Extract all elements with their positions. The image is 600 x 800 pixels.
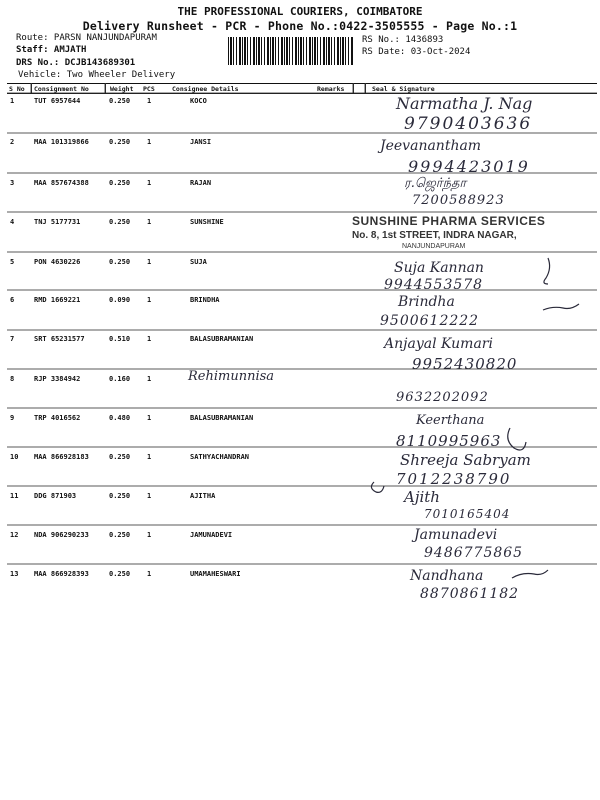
row-consignment: MAA 857674388 xyxy=(34,179,89,187)
row-consignee: SUJA xyxy=(190,258,207,266)
row-pcs: 1 xyxy=(147,218,152,226)
row-sno: 12 xyxy=(10,531,19,539)
signature-name: Shreeja Sabryam xyxy=(400,451,531,469)
signature-phone: 7010165404 xyxy=(424,507,511,521)
signature-name: Ajith xyxy=(404,488,440,506)
row-weight: 0.250 xyxy=(109,492,131,500)
col-sno: S No xyxy=(9,85,25,93)
row-consignment: TRP 4016562 xyxy=(34,414,81,422)
signature-name: ர.ஜெர்ந்தா xyxy=(404,176,467,191)
row-consignment: MAA 866928393 xyxy=(34,570,89,578)
row-weight: 0.250 xyxy=(109,258,131,266)
signature-phone: 8870861182 xyxy=(420,586,520,602)
row-sno: 7 xyxy=(10,335,15,343)
row-pcs: 1 xyxy=(147,179,152,187)
stamp-line-2: No. 8, 1st STREET, INDRA NAGAR, xyxy=(352,230,517,241)
row-consignee: JANSI xyxy=(190,138,212,146)
row-consignment: RMD 1669221 xyxy=(34,296,81,304)
row-weight: 0.480 xyxy=(109,414,131,422)
signature-phone: 9632202092 xyxy=(396,390,489,405)
row-pcs: 1 xyxy=(147,296,152,304)
col-seal: Seal & Signature xyxy=(372,85,435,93)
company-title: THE PROFESSIONAL COURIERS, COIMBATORE xyxy=(177,5,423,18)
row-weight: 0.160 xyxy=(109,375,131,383)
signature-phone: 9952430820 xyxy=(412,355,518,373)
row-weight: 0.250 xyxy=(109,179,131,187)
row-weight: 0.250 xyxy=(109,570,131,578)
row-consignee: BRINDHA xyxy=(190,296,220,304)
row-weight: 0.250 xyxy=(109,453,131,461)
drs-number: DRS No.: DCJB143689301 xyxy=(16,58,136,68)
col-consignee: Consignee Details xyxy=(172,85,239,93)
row-consignee: SUNSHINE xyxy=(190,218,224,226)
signature-phone: 9790403636 xyxy=(404,114,533,134)
row-pcs: 1 xyxy=(147,97,152,105)
rs-number: RS No.: 1436893 xyxy=(362,35,444,45)
row-pcs: 1 xyxy=(147,375,152,383)
row-weight: 0.250 xyxy=(109,531,131,539)
row-sno: 8 xyxy=(10,375,15,383)
col-consignment: Consignment No xyxy=(34,85,89,93)
row-pcs: 1 xyxy=(147,492,152,500)
signature-name: Anjayal Kumari xyxy=(384,336,493,352)
col-remarks: Remarks xyxy=(317,85,345,93)
stamp-line-3: NANJUNDAPURAM xyxy=(402,243,466,250)
row-sno: 6 xyxy=(10,296,15,304)
runsheet-subtitle: Delivery Runsheet - PCR - Phone No.:0422-3505555 - Page No.:1 xyxy=(82,19,518,33)
row-consignee: KOCO xyxy=(190,97,207,105)
signature-name: Suja Kannan xyxy=(394,260,484,276)
col-pcs: PCS xyxy=(143,85,155,93)
signature-phone: 7012238790 xyxy=(396,470,512,488)
row-pcs: 1 xyxy=(147,258,152,266)
row-pcs: 1 xyxy=(147,453,152,461)
row-consignment: RJP 3384942 xyxy=(34,375,81,383)
row-sno: 4 xyxy=(10,218,15,226)
row-consignment: SRT 65231577 xyxy=(34,335,85,343)
row-sno: 5 xyxy=(10,258,15,266)
signature-name: Brindha xyxy=(398,294,455,310)
row-pcs: 1 xyxy=(147,335,152,343)
row-consignee: BALASUBRAMANIAN xyxy=(190,335,254,343)
row-consignee: RAJAN xyxy=(190,179,212,187)
row-consignee: AJITHA xyxy=(190,492,216,500)
signature-name: Jamunadevi xyxy=(414,527,498,543)
row-pcs: 1 xyxy=(147,531,152,539)
signature-name: Narmatha J. Nag xyxy=(396,94,533,113)
route-label: Route: PARSN NANJUNDAPURAM xyxy=(16,33,157,43)
row-consignee: BALASUBRAMANIAN xyxy=(190,414,254,422)
row-consignment: DDG 871903 xyxy=(34,492,77,500)
barcode xyxy=(228,37,354,65)
row-sno: 2 xyxy=(10,138,15,146)
row-consignee: SATHYACHANDRAN xyxy=(190,453,250,461)
row-pcs: 1 xyxy=(147,570,152,578)
signature-name: Jeevanantham xyxy=(380,138,482,154)
rs-date: RS Date: 03-Oct-2024 xyxy=(362,47,471,57)
row-consignee: JAMUNADEVI xyxy=(190,531,233,539)
vehicle-label: Vehicle: Two Wheeler Delivery xyxy=(18,70,176,80)
row-weight: 0.250 xyxy=(109,97,131,105)
row-sno: 11 xyxy=(10,492,19,500)
row-pcs: 1 xyxy=(147,414,152,422)
row-consignee: UMAMAHESWARI xyxy=(190,570,241,578)
row-consignment: NDA 906290233 xyxy=(34,531,89,539)
row-pcs: 1 xyxy=(147,138,152,146)
remarks-handwritten: Rehimunnisa xyxy=(188,369,275,384)
col-weight: Weight xyxy=(110,85,134,93)
row-weight: 0.250 xyxy=(109,138,131,146)
row-consignment: MAA 866928183 xyxy=(34,453,89,461)
row-consignment: MAA 101319866 xyxy=(34,138,89,146)
row-sno: 9 xyxy=(10,414,15,422)
signature-phone: 9500612222 xyxy=(380,313,480,329)
row-sno: 3 xyxy=(10,179,15,187)
signature-name: Nandhana xyxy=(410,568,484,584)
stamp-line-1: SUNSHINE PHARMA SERVICES xyxy=(352,214,546,228)
row-weight: 0.090 xyxy=(109,296,131,304)
signature-name: Keerthana xyxy=(416,413,485,428)
staff-label: Staff: AMJATH xyxy=(16,45,87,55)
company-stamp xyxy=(352,214,562,258)
row-weight: 0.510 xyxy=(109,335,131,343)
row-consignment: TNJ 5177731 xyxy=(34,218,81,226)
row-consignment: PON 4630226 xyxy=(34,258,81,266)
signature-phone: 9994423019 xyxy=(408,157,530,176)
signature-phone: 9486775865 xyxy=(424,545,524,561)
row-sno: 10 xyxy=(10,453,19,461)
row-weight: 0.250 xyxy=(109,218,131,226)
row-sno: 13 xyxy=(10,570,19,578)
signature-phone: 7200588923 xyxy=(412,193,505,208)
signature-phone: 9944553578 xyxy=(384,277,484,293)
row-sno: 1 xyxy=(10,97,15,105)
row-consignment: TUT 6957644 xyxy=(34,97,81,105)
signature-phone: 8110995963 xyxy=(396,432,502,450)
